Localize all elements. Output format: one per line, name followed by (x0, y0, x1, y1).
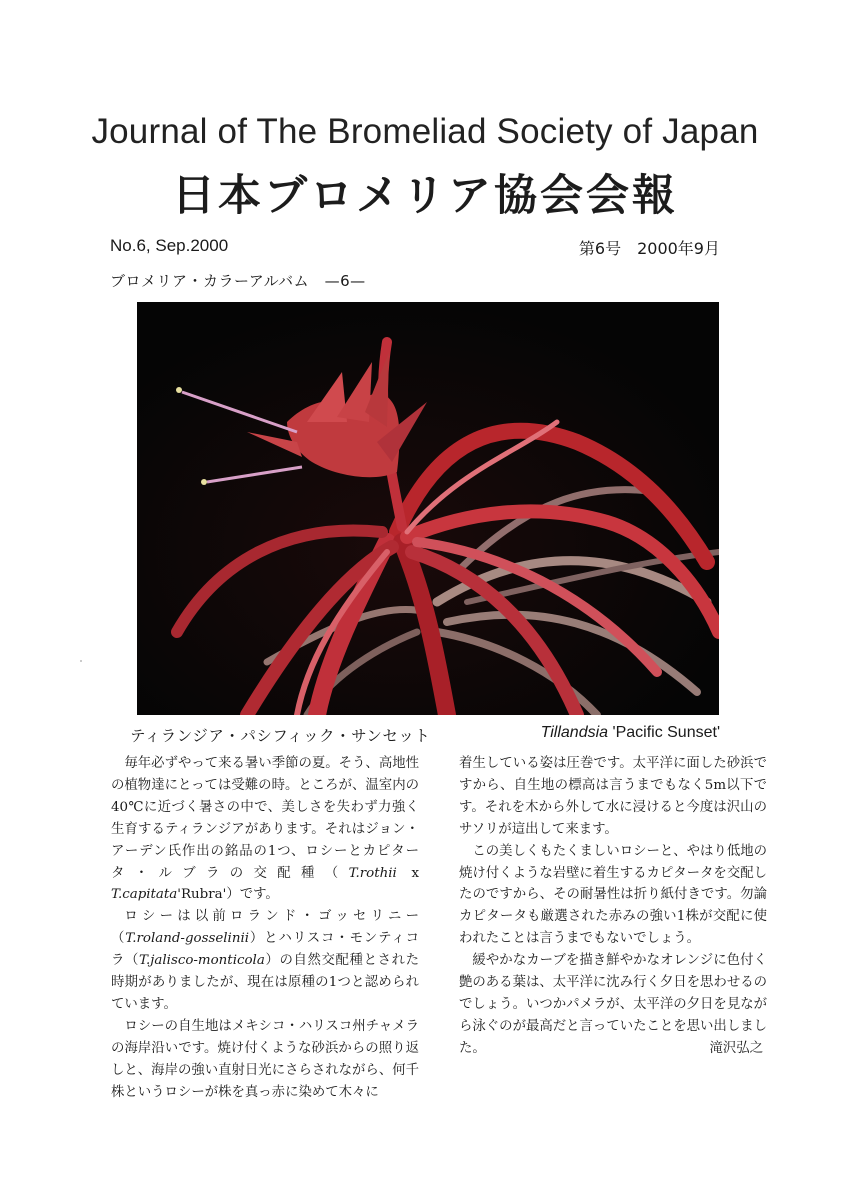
journal-title-jp: 日本ブロメリア協会会報 (172, 171, 678, 221)
p2-species-roland: T.roland-gosselinii (125, 931, 250, 947)
p1-species-capitata: T.capitata (111, 887, 178, 903)
p6-text: 緩やかなカーブを描き鮮やかなオレンジに色付く艶のある葉は、太平洋に沈み行く夕日を思わせるのでしょう。いつかパメラが、太平洋の夕日を見ながら泳ぐのが最高だと言っていたことを思い出しました。 (459, 953, 767, 1056)
tillandsia-illustration (137, 302, 719, 715)
p2-text-b: ）とハリスコ・モンティコラ（ (111, 931, 419, 969)
paragraph-6 (459, 950, 767, 1060)
caption-cultivar: 'Pacific Sunset' (608, 724, 720, 741)
author-name: 滝沢弘之 (709, 1040, 763, 1056)
scan-dot (80, 660, 82, 662)
paragraph-1 (111, 753, 419, 906)
p1-species-rothii: T.rothii (348, 865, 397, 881)
plant-photo (137, 302, 719, 715)
article-column-left (111, 753, 419, 1104)
series-title: ブロメリア・カラーアルバム —6— (110, 272, 366, 290)
p2-text-c: ）の自然交配種とされた時期がありましたが、現在は原種の1つと認められています。 (111, 953, 420, 1012)
p1-cross: x (396, 865, 420, 881)
caption-japanese: ティランジア・パシフィック・サンセット (130, 727, 431, 745)
paragraph-3: ロシーの自生地はメキシコ・ハリスコ州チャメラの海岸沿いです。焼け付くような砂浜からの照り返しと、海岸の強い直射日光にさらされながら、何千株というロシーが株を真っ赤に染めて木々に (111, 1018, 419, 1100)
issue-number-en: No.6, Sep.2000 (110, 236, 229, 255)
p2-text-a: ロシーは以前ロランド・ゴッセリニー（ (111, 909, 419, 947)
paragraph-2 (111, 906, 419, 1016)
paragraph-4: 着生している姿は圧巻です。太平洋に面した砂浜ですから、自生地の標高は言うまでもなく5m以下です。それを木から外して水に浸けると今度は沢山のサソリが這出して来ます。 (459, 756, 767, 837)
journal-title-en: Journal of The Bromeliad Society of Japan (91, 112, 759, 151)
p2-species-jalisco: T.jalisco-monticola (139, 953, 265, 969)
caption-genus: Tillandsia (540, 724, 609, 741)
p1-text: 毎年必ずやって来る暑い季節の夏。そう、高地性の植物達にとっては受難の時。ところが、温室内の40℃に近づく暑さの中で、美しさを失わず力強く生育するティランジアがあります。それはジョン・アーデン氏作出の銘品の1つ、ロシーとカピタータ・ルブラの交配種（ (111, 756, 419, 881)
paragraph-5: この美しくもたくましいロシーと、やはり低地の焼け付くような岩壁に着生するカピタータを交配したのですから、その耐暑性は折り紙付きです。勿論カピタータも厳選された赤みの強い1株が交配に使われたことは言うまでもないでしょう。 (459, 843, 767, 947)
caption-english (541, 724, 720, 742)
issue-number-jp: 第6号 2000年9月 (578, 239, 720, 258)
article-column-right (459, 753, 767, 1060)
p1-end: 'Rubra'）です。 (177, 887, 279, 903)
